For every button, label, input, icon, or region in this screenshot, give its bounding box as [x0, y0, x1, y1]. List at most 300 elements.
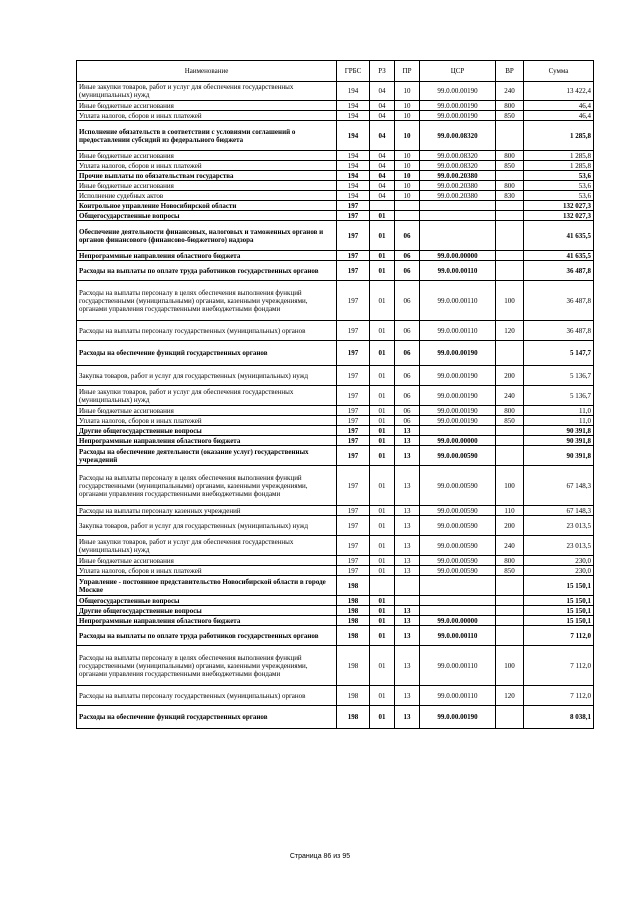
row-pr: 06 — [395, 416, 420, 426]
row-rz: 01 — [370, 416, 395, 426]
row-grbs: 194 — [337, 161, 370, 171]
table-row — [77, 171, 594, 181]
row-csr: 99.0.00.00590 — [420, 446, 496, 466]
row-vr: 200 — [496, 516, 524, 536]
row-csr: 99.0.00.00110 — [420, 261, 496, 281]
table-row — [77, 406, 594, 416]
row-vr: 240 — [496, 386, 524, 406]
table-row — [77, 161, 594, 171]
row-name: Другие общегосударственные вопросы — [77, 606, 337, 616]
row-grbs: 194 — [337, 171, 370, 181]
row-grbs: 198 — [337, 626, 370, 646]
row-rz: 01 — [370, 506, 395, 516]
header-pr: ПР — [395, 61, 420, 82]
row-pr: 06 — [395, 341, 420, 366]
table-row — [77, 576, 594, 596]
row-csr: 99.0.00.00110 — [420, 686, 496, 706]
row-name: Непрограммные направления областного бюджета — [77, 251, 337, 261]
row-name: Иные закупки товаров, работ и услуг для обеспечения государственных (муниципальных) нужд — [77, 386, 337, 406]
row-rz: 04 — [370, 121, 395, 151]
row-sum: 41 635,5 — [524, 221, 594, 251]
row-csr: 99.0.00.00110 — [420, 626, 496, 646]
row-grbs: 197 — [337, 556, 370, 566]
row-sum: 7 112,0 — [524, 686, 594, 706]
row-sum: 23 013,5 — [524, 536, 594, 556]
row-vr — [496, 596, 524, 606]
row-name: Расходы на выплаты персоналу в целях обеспечения выполнения функций государственными (муниципальными) органами, казенными учреждениями, органами управления государственными внебюджетными фондами — [77, 281, 337, 321]
table-row — [77, 191, 594, 201]
row-sum: 15 150,1 — [524, 596, 594, 606]
row-vr: 800 — [496, 181, 524, 191]
table-body — [77, 82, 594, 729]
table-row — [77, 516, 594, 536]
row-grbs: 197 — [337, 281, 370, 321]
row-name: Расходы на обеспечение функций государственных органов — [77, 341, 337, 366]
row-sum: 90 391,8 — [524, 436, 594, 446]
row-vr: 120 — [496, 686, 524, 706]
row-vr — [496, 201, 524, 211]
row-pr: 06 — [395, 281, 420, 321]
row-pr — [395, 211, 420, 221]
row-csr: 99.0.00.00190 — [420, 111, 496, 121]
table-row — [77, 181, 594, 191]
row-grbs: 198 — [337, 686, 370, 706]
row-pr: 13 — [395, 646, 420, 686]
row-name: Контрольное управление Новосибирской области — [77, 201, 337, 211]
table-row — [77, 386, 594, 406]
row-grbs: 194 — [337, 121, 370, 151]
row-vr — [496, 616, 524, 626]
row-grbs: 197 — [337, 446, 370, 466]
row-sum: 36 487,8 — [524, 261, 594, 281]
row-rz: 01 — [370, 406, 395, 416]
row-sum: 90 391,8 — [524, 446, 594, 466]
row-name: Расходы на выплаты персоналу в целях обеспечения выполнения функций государственными (муниципальными) органами, казенными учреждениями, органами управления государственными внебюджетными фондами — [77, 466, 337, 506]
row-name: Иные бюджетные ассигнования — [77, 181, 337, 191]
table-row — [77, 281, 594, 321]
row-pr: 06 — [395, 386, 420, 406]
row-vr — [496, 446, 524, 466]
row-pr: 06 — [395, 261, 420, 281]
budget-table — [76, 60, 594, 729]
row-sum: 1 285,8 — [524, 121, 594, 151]
row-vr: 120 — [496, 321, 524, 341]
row-pr: 06 — [395, 221, 420, 251]
row-name: Расходы на выплаты по оплате труда работников государственных органов — [77, 626, 337, 646]
row-grbs: 194 — [337, 111, 370, 121]
header-sum: Сумма — [524, 61, 594, 82]
row-sum: 15 150,1 — [524, 576, 594, 596]
row-name: Уплата налогов, сборов и иных платежей — [77, 416, 337, 426]
row-name: Уплата налогов, сборов и иных платежей — [77, 161, 337, 171]
row-pr: 13 — [395, 506, 420, 516]
row-grbs: 197 — [337, 341, 370, 366]
row-sum: 5 136,7 — [524, 386, 594, 406]
row-grbs: 197 — [337, 506, 370, 516]
table-row — [77, 556, 594, 566]
row-rz: 01 — [370, 261, 395, 281]
row-csr: 99.0.00.00190 — [420, 386, 496, 406]
table-row — [77, 686, 594, 706]
row-name: Непрограммные направления областного бюджета — [77, 616, 337, 626]
row-rz: 01 — [370, 616, 395, 626]
row-grbs: 197 — [337, 251, 370, 261]
row-name: Управление - постоянное представительство Новосибирской области в городе Москве — [77, 576, 337, 596]
table-row — [77, 101, 594, 111]
row-csr: 99.0.00.00000 — [420, 251, 496, 261]
row-grbs: 197 — [337, 321, 370, 341]
table-row — [77, 466, 594, 506]
row-rz: 01 — [370, 426, 395, 436]
row-vr — [496, 706, 524, 729]
row-csr: 99.0.00.00590 — [420, 506, 496, 516]
row-vr: 100 — [496, 281, 524, 321]
row-name: Расходы на выплаты персоналу в целях обеспечения выполнения функций государственными (муниципальными) органами, казенными учреждениями, органами управления государственными внебюджетными фондами — [77, 646, 337, 686]
row-csr: 99.0.00.20380 — [420, 171, 496, 181]
table-row — [77, 616, 594, 626]
row-rz: 01 — [370, 321, 395, 341]
row-vr: 850 — [496, 566, 524, 576]
row-sum: 8 038,1 — [524, 706, 594, 729]
row-csr — [420, 606, 496, 616]
row-pr: 06 — [395, 251, 420, 261]
row-csr: 99.0.00.00590 — [420, 516, 496, 536]
row-rz: 04 — [370, 191, 395, 201]
row-name: Исполнение судебных актов — [77, 191, 337, 201]
row-name: Расходы на обеспечение деятельности (оказание услуг) государственных учреждений — [77, 446, 337, 466]
row-vr — [496, 606, 524, 616]
row-grbs: 194 — [337, 151, 370, 161]
table-row — [77, 211, 594, 221]
table-row — [77, 151, 594, 161]
row-vr — [496, 221, 524, 251]
row-pr: 06 — [395, 406, 420, 416]
row-csr: 99.0.00.00110 — [420, 646, 496, 686]
row-sum: 15 150,1 — [524, 616, 594, 626]
row-csr — [420, 211, 496, 221]
row-rz: 04 — [370, 101, 395, 111]
row-name: Закупка товаров, работ и услуг для государственных (муниципальных) нужд — [77, 366, 337, 386]
row-name: Обеспечение деятельности финансовых, налоговых и таможенных органов и органов финансового (финансово-бюджетного) надзора — [77, 221, 337, 251]
row-csr — [420, 426, 496, 436]
row-grbs: 197 — [337, 366, 370, 386]
row-sum: 7 112,0 — [524, 646, 594, 686]
row-vr — [496, 211, 524, 221]
row-pr: 13 — [395, 706, 420, 729]
row-rz — [370, 576, 395, 596]
row-rz: 01 — [370, 386, 395, 406]
table-row — [77, 321, 594, 341]
table-row — [77, 366, 594, 386]
row-name: Общегосударственные вопросы — [77, 211, 337, 221]
table-row — [77, 506, 594, 516]
row-pr: 13 — [395, 556, 420, 566]
row-grbs: 197 — [337, 536, 370, 556]
page-footer: Страница 86 из 95 — [289, 853, 351, 860]
row-vr: 200 — [496, 366, 524, 386]
row-sum: 11,0 — [524, 416, 594, 426]
row-name: Расходы на выплаты по оплате труда работников государственных органов — [77, 261, 337, 281]
row-csr: 99.0.00.00190 — [420, 341, 496, 366]
row-rz: 01 — [370, 341, 395, 366]
row-pr: 06 — [395, 366, 420, 386]
row-sum: 5 136,7 — [524, 366, 594, 386]
row-grbs: 197 — [337, 261, 370, 281]
row-vr: 800 — [496, 406, 524, 416]
table-row — [77, 201, 594, 211]
row-grbs: 198 — [337, 706, 370, 729]
row-csr — [420, 201, 496, 211]
row-rz: 01 — [370, 251, 395, 261]
row-name: Иные закупки товаров, работ и услуг для обеспечения государственных (муниципальных) нужд — [77, 82, 337, 101]
row-csr: 99.0.00.00190 — [420, 366, 496, 386]
row-vr — [496, 341, 524, 366]
row-grbs: 197 — [337, 201, 370, 211]
row-vr — [496, 626, 524, 646]
row-rz: 01 — [370, 366, 395, 386]
row-rz: 01 — [370, 436, 395, 446]
row-vr: 850 — [496, 111, 524, 121]
row-sum: 11,0 — [524, 406, 594, 416]
row-name: Закупка товаров, работ и услуг для государственных (муниципальных) нужд — [77, 516, 337, 536]
row-csr — [420, 576, 496, 596]
row-grbs: 194 — [337, 181, 370, 191]
row-sum: 1 285,8 — [524, 151, 594, 161]
row-grbs: 194 — [337, 191, 370, 201]
row-csr: 99.0.00.00590 — [420, 536, 496, 556]
row-sum: 67 148,3 — [524, 466, 594, 506]
row-csr: 99.0.00.00590 — [420, 466, 496, 506]
row-name: Общегосударственные вопросы — [77, 596, 337, 606]
row-grbs: 197 — [337, 406, 370, 416]
row-grbs: 198 — [337, 616, 370, 626]
row-name: Иные бюджетные ассигнования — [77, 406, 337, 416]
table-row — [77, 426, 594, 436]
table-row — [77, 121, 594, 151]
row-vr: 240 — [496, 536, 524, 556]
row-csr: 99.0.00.00110 — [420, 281, 496, 321]
row-name: Другие общегосударственные вопросы — [77, 426, 337, 436]
row-pr: 10 — [395, 111, 420, 121]
row-name: Иные закупки товаров, работ и услуг для обеспечения государственных (муниципальных) нужд — [77, 536, 337, 556]
table-row — [77, 566, 594, 576]
row-vr — [496, 251, 524, 261]
row-vr: 240 — [496, 82, 524, 101]
row-rz: 01 — [370, 446, 395, 466]
row-vr — [496, 436, 524, 446]
row-grbs: 197 — [337, 386, 370, 406]
row-pr: 10 — [395, 82, 420, 101]
row-grbs: 198 — [337, 646, 370, 686]
header-csr: ЦСР — [420, 61, 496, 82]
row-csr — [420, 221, 496, 251]
row-csr: 99.0.00.20380 — [420, 181, 496, 191]
row-rz: 01 — [370, 516, 395, 536]
row-grbs: 197 — [337, 211, 370, 221]
row-name: Расходы на обеспечение функций государственных органов — [77, 706, 337, 729]
row-csr: 99.0.00.20380 — [420, 191, 496, 201]
row-sum: 132 027,3 — [524, 211, 594, 221]
row-pr: 13 — [395, 686, 420, 706]
row-vr: 800 — [496, 101, 524, 111]
row-pr: 10 — [395, 121, 420, 151]
row-csr — [420, 596, 496, 606]
row-name: Иные бюджетные ассигнования — [77, 151, 337, 161]
row-vr — [496, 426, 524, 436]
row-vr — [496, 121, 524, 151]
row-rz: 01 — [370, 626, 395, 646]
row-csr: 99.0.00.00110 — [420, 321, 496, 341]
header-vr: ВР — [496, 61, 524, 82]
row-sum: 46,4 — [524, 101, 594, 111]
row-vr — [496, 171, 524, 181]
row-pr: 13 — [395, 466, 420, 506]
table-header-row — [77, 61, 594, 82]
row-rz: 01 — [370, 566, 395, 576]
row-vr — [496, 261, 524, 281]
row-sum: 13 422,4 — [524, 82, 594, 101]
row-pr: 10 — [395, 171, 420, 181]
row-pr: 13 — [395, 536, 420, 556]
row-sum: 7 112,0 — [524, 626, 594, 646]
row-sum: 36 487,8 — [524, 321, 594, 341]
row-name: Уплата налогов, сборов и иных платежей — [77, 566, 337, 576]
row-pr — [395, 576, 420, 596]
row-grbs: 198 — [337, 596, 370, 606]
row-sum: 15 150,1 — [524, 606, 594, 616]
row-rz: 01 — [370, 686, 395, 706]
table-row — [77, 221, 594, 251]
row-csr: 99.0.00.08320 — [420, 121, 496, 151]
row-pr: 06 — [395, 321, 420, 341]
row-pr: 13 — [395, 426, 420, 436]
row-vr: 850 — [496, 416, 524, 426]
row-sum: 53,6 — [524, 181, 594, 191]
header-rz: РЗ — [370, 61, 395, 82]
header-name: Наименование — [77, 61, 337, 82]
row-name: Иные бюджетные ассигнования — [77, 556, 337, 566]
row-grbs: 197 — [337, 516, 370, 536]
row-vr: 100 — [496, 646, 524, 686]
row-pr: 10 — [395, 151, 420, 161]
row-sum: 132 027,3 — [524, 201, 594, 211]
table-row — [77, 261, 594, 281]
table-row — [77, 536, 594, 556]
row-rz — [370, 201, 395, 211]
row-grbs: 197 — [337, 416, 370, 426]
row-pr: 13 — [395, 566, 420, 576]
row-sum: 23 013,5 — [524, 516, 594, 536]
row-rz: 04 — [370, 151, 395, 161]
row-sum: 46,4 — [524, 111, 594, 121]
row-vr: 110 — [496, 506, 524, 516]
row-vr: 830 — [496, 191, 524, 201]
row-vr — [496, 576, 524, 596]
row-pr: 13 — [395, 446, 420, 466]
row-sum: 230,0 — [524, 556, 594, 566]
row-vr: 800 — [496, 556, 524, 566]
row-rz: 04 — [370, 181, 395, 191]
row-rz: 01 — [370, 536, 395, 556]
row-sum: 53,6 — [524, 191, 594, 201]
row-vr: 850 — [496, 161, 524, 171]
row-pr: 10 — [395, 101, 420, 111]
row-grbs: 197 — [337, 466, 370, 506]
row-grbs: 194 — [337, 101, 370, 111]
row-rz: 04 — [370, 161, 395, 171]
row-name: Прочие выплаты по обязательствам государства — [77, 171, 337, 181]
row-grbs: 197 — [337, 566, 370, 576]
table-row — [77, 251, 594, 261]
row-rz: 04 — [370, 111, 395, 121]
row-grbs: 197 — [337, 221, 370, 251]
row-rz: 01 — [370, 466, 395, 506]
row-csr: 99.0.00.08320 — [420, 161, 496, 171]
row-pr: 10 — [395, 191, 420, 201]
row-pr — [395, 596, 420, 606]
table-row — [77, 706, 594, 729]
row-name: Исполнение обязательств в соответствии с условиями соглашений о предоставлении субсидий из федерального бюджета — [77, 121, 337, 151]
row-csr: 99.0.00.00190 — [420, 706, 496, 729]
row-name: Расходы на выплаты персоналу казенных учреждений — [77, 506, 337, 516]
row-name: Непрограммные направления областного бюджета — [77, 436, 337, 446]
row-pr: 13 — [395, 436, 420, 446]
row-sum: 230,0 — [524, 566, 594, 576]
row-pr: 10 — [395, 161, 420, 171]
row-pr: 13 — [395, 616, 420, 626]
row-grbs: 197 — [337, 426, 370, 436]
row-pr — [395, 201, 420, 211]
row-rz: 01 — [370, 221, 395, 251]
row-sum: 41 635,5 — [524, 251, 594, 261]
row-sum: 53,6 — [524, 171, 594, 181]
row-pr: 13 — [395, 626, 420, 646]
row-rz: 01 — [370, 556, 395, 566]
row-csr: 99.0.00.00000 — [420, 616, 496, 626]
row-csr: 99.0.00.00190 — [420, 406, 496, 416]
table-row — [77, 446, 594, 466]
row-grbs: 194 — [337, 82, 370, 101]
row-rz: 01 — [370, 706, 395, 729]
row-sum: 5 147,7 — [524, 341, 594, 366]
table-row — [77, 111, 594, 121]
row-name: Иные бюджетные ассигнования — [77, 101, 337, 111]
row-csr: 99.0.00.00190 — [420, 101, 496, 111]
row-vr: 800 — [496, 151, 524, 161]
table-row — [77, 596, 594, 606]
row-rz: 01 — [370, 606, 395, 616]
row-csr: 99.0.00.00590 — [420, 566, 496, 576]
row-name: Уплата налогов, сборов и иных платежей — [77, 111, 337, 121]
table-row — [77, 341, 594, 366]
row-rz: 01 — [370, 281, 395, 321]
row-csr: 99.0.00.00590 — [420, 556, 496, 566]
row-name: Расходы на выплаты персоналу государственных (муниципальных) органов — [77, 686, 337, 706]
row-csr: 99.0.00.00000 — [420, 436, 496, 446]
row-grbs: 198 — [337, 576, 370, 596]
row-csr: 99.0.00.00190 — [420, 416, 496, 426]
row-name: Расходы на выплаты персоналу государственных (муниципальных) органов — [77, 321, 337, 341]
table-row — [77, 626, 594, 646]
row-csr: 99.0.00.00190 — [420, 82, 496, 101]
row-rz: 01 — [370, 211, 395, 221]
row-rz: 04 — [370, 82, 395, 101]
table-row — [77, 646, 594, 686]
row-vr: 100 — [496, 466, 524, 506]
row-grbs: 198 — [337, 606, 370, 616]
table-row — [77, 436, 594, 446]
table-row — [77, 82, 594, 101]
